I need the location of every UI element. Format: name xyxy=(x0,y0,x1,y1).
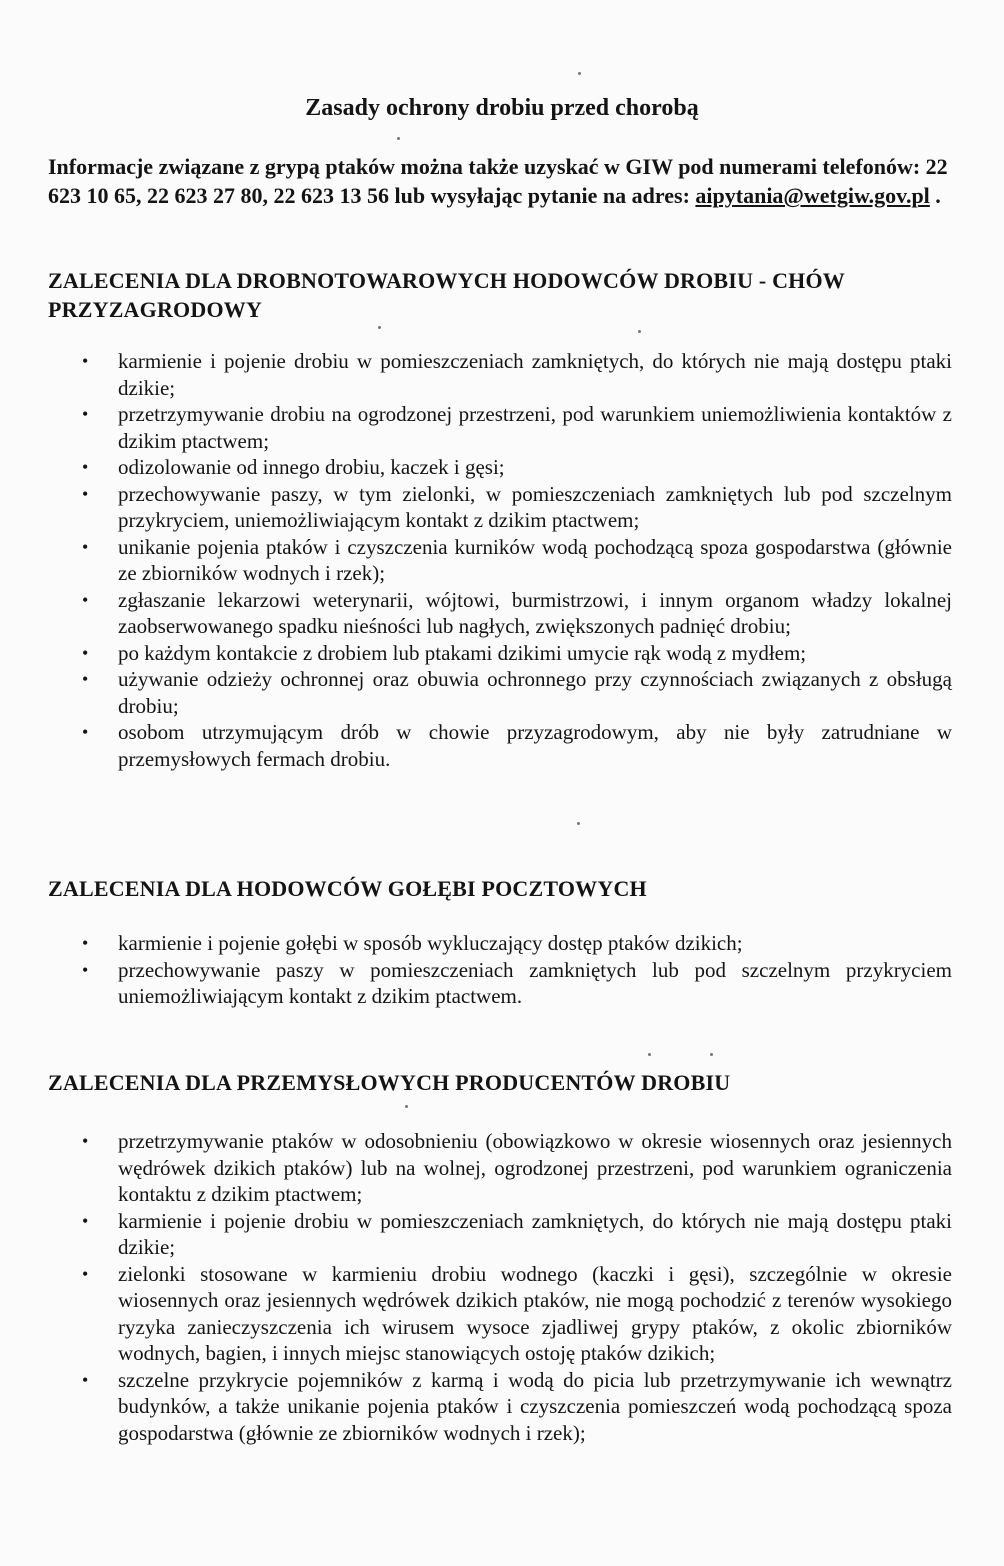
contact-info xyxy=(48,152,948,210)
scan-speck xyxy=(397,137,400,140)
list-item: • przetrzymywanie ptaków w odosobnieniu (obowiązkowo w okresie wiosennych oraz jesiennych wędrówek dzikich ptaków) lub na wolnej, ogrodzonej przestrzeni, pod warunkiem ograniczenia kontaktu z dzikim ptactwem; xyxy=(48,1128,952,1208)
list-item: • używanie odzieży ochronnej oraz obuwia ochronnego przy czynnościach związanych z obsługą drobiu; xyxy=(48,666,952,719)
scan-speck xyxy=(577,822,580,825)
list-item: • odizolowanie od innego drobiu, kaczek i gęsi; xyxy=(48,454,952,481)
section-heading-industrial: ZALECENIA DLA PRZEMYSŁOWYCH PRODUCENTÓW DROBIU xyxy=(48,1070,731,1095)
section-heading-pigeons: ZALECENIA DLA HODOWCÓW GOŁĘBI POCZTOWYCH xyxy=(48,876,647,901)
recommendations-list-pigeons xyxy=(48,930,952,1010)
scan-speck xyxy=(378,326,381,329)
recommendations-list-backyard xyxy=(48,348,952,772)
list-item: • unikanie pojenia ptaków i czyszczenia kurników wodą pochodzącą spoza gospodarstwa (głównie ze zbiorników wodnych i rzek); xyxy=(48,534,952,587)
list-item: • zielonki stosowane w karmieniu drobiu wodnego (kaczki i gęsi), szczególnie w okresie wiosennych oraz jesiennych wędrówek dzikich ptaków, nie mogą pochodzić z terenów wysokiego ryzyka zanieczyszczenia ich wirusem wysoce zjadliwej grypy ptaków, z okolic zbiorników wodnych, bagien, i innych miejsc stanowiących ostoję ptaków dzikich; xyxy=(48,1261,952,1367)
recommendations-list-industrial xyxy=(48,1128,952,1446)
scan-speck xyxy=(648,1053,651,1056)
scan-speck xyxy=(405,1105,408,1108)
list-item: • karmienie i pojenie drobiu w pomieszczeniach zamkniętych, do których nie mają dostępu ptaki dzikie; xyxy=(48,1208,952,1261)
list-item: • przechowywanie paszy w pomieszczeniach zamkniętych lub pod szczelnym przykryciem uniemożliwiającym kontakt z dzikim ptactwem. xyxy=(48,957,952,1010)
section-heading-backyard: ZALECENIA DLA DROBNOTOWAROWYCH HODOWCÓW DROBIU - CHÓW PRZYZAGRODOWY xyxy=(48,268,845,322)
list-item: • przechowywanie paszy, w tym zielonki, w pomieszczeniach zamkniętych lub pod szczelnym przykryciem, uniemożliwiającym kontakt z dzikim ptactwem; xyxy=(48,481,952,534)
list-item: • przetrzymywanie drobiu na ogrodzonej przestrzeni, pod warunkiem uniemożliwienia kontaktów z dzikim ptactwem; xyxy=(48,401,952,454)
contact-email: aipytania@wetgiw.gov.pl xyxy=(695,183,930,208)
contact-info-text: Informacje związane z grypą ptaków można także uzyskać w GIW pod numerami telefonów: 22 623 10 65, 22 623 27 80, 22 623 13 56 lub wysyłając pytanie na adres: xyxy=(48,154,948,208)
scan-speck xyxy=(638,330,641,333)
document-title: Zasady ochrony drobiu przed chorobą xyxy=(305,95,699,121)
scan-speck xyxy=(578,72,581,75)
list-item: • karmienie i pojenie gołębi w sposób wykluczający dostęp ptaków dzikich; xyxy=(48,930,952,957)
list-item: • szczelne przykrycie pojemników z karmą i wodą do picia lub przetrzymywanie ich wewnątrz budynków, a także unikanie pojenia ptaków i czyszczenia pomieszczeń wodą pochodzącą spoza gospodarstwa (głównie ze zbiorników wodnych i rzek); xyxy=(48,1367,952,1447)
list-item: • zgłaszanie lekarzowi weterynarii, wójtowi, burmistrzowi, i innym organom władzy lokalnej zaobserwowanego spadku nieśności lub nagłych, zwiększonych padnięć drobiu; xyxy=(48,587,952,640)
list-item: • osobom utrzymującym drób w chowie przyzagrodowym, aby nie były zatrudniane w przemysłowych fermach drobiu. xyxy=(48,719,952,772)
scan-speck xyxy=(710,1053,713,1056)
list-item: • po każdym kontakcie z drobiem lub ptakami dzikimi umycie rąk wodą z mydłem; xyxy=(48,640,952,667)
list-item: • karmienie i pojenie drobiu w pomieszczeniach zamkniętych, do których nie mają dostępu ptaki dzikie; xyxy=(48,348,952,401)
contact-info-suffix: . xyxy=(929,183,941,208)
